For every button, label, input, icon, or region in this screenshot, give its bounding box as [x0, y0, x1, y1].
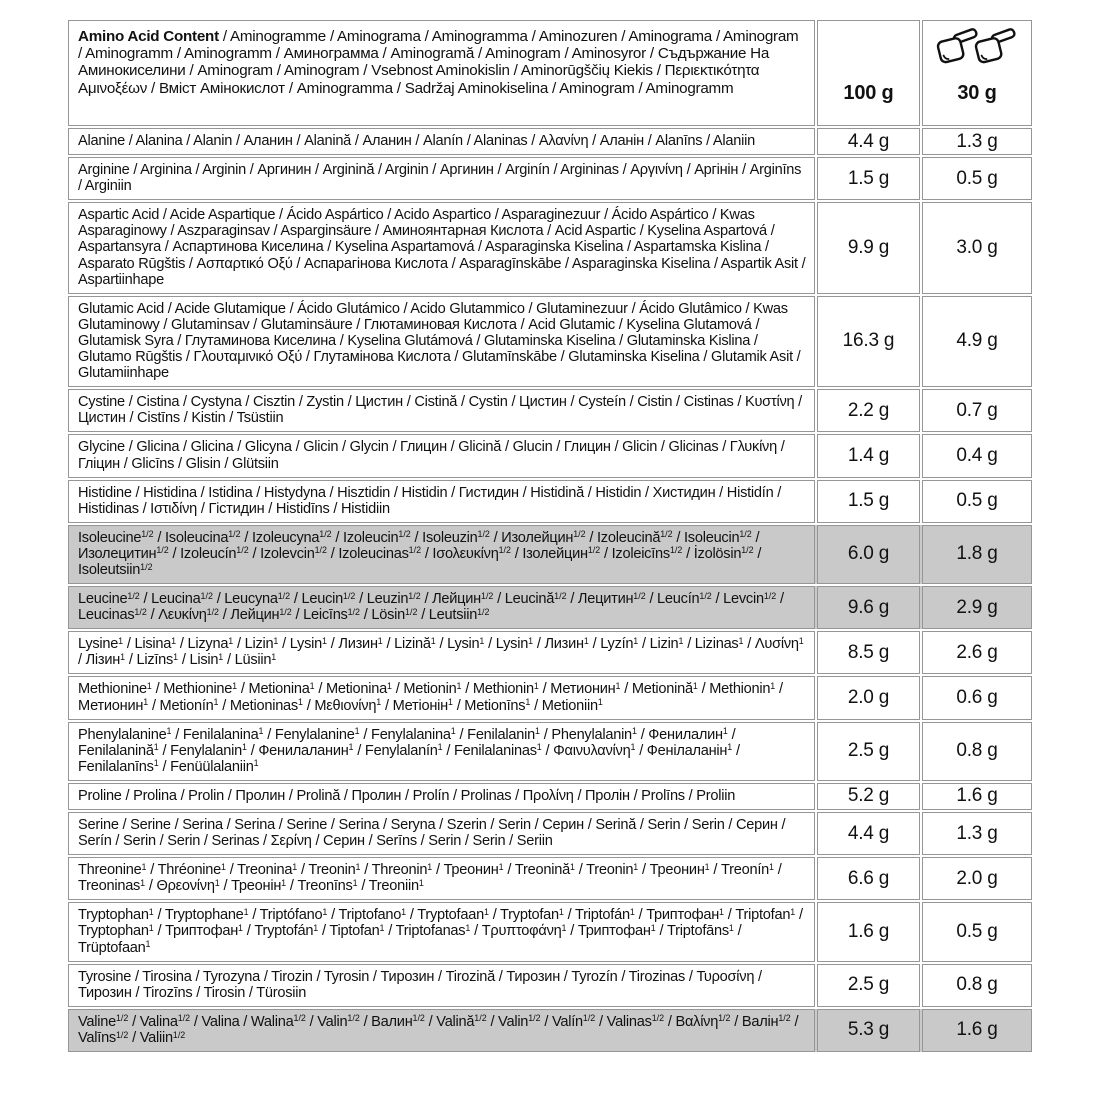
table-row [68, 722, 1032, 781]
value-per-30g: 0.5 g [922, 157, 1032, 200]
amino-acid-names: Isoleucine$^{1/2}$ / Isoleucina$^{1/2}$ / Izoleucyna$^{1/2}$ / Izoleucin$^{1/2}$ / Isoleuzin$^{1/2}$ / Изолейцин$^{1/2}$ / Izoleucină$^{1/2}$ / Isoleucin$^{1/2}$ / Изолецитин$^{1/2}$ / Izoleucín$^{1/2}$ / Izolevcin$^{1/2}$ / Izoleucinas$^{1/2}$ / Ισολευκίνη$^{1/2}$ / Ізолейцин$^{1/2}$ / Izoleicīns$^{1/2}$ / İzolösin$^{1/2}$ / Isoleutsiin$^{1/2}$ [68, 525, 815, 584]
table-row [68, 1009, 1032, 1052]
amino-acid-table [68, 20, 1032, 1052]
value-per-100g: 2.5 g [817, 722, 920, 781]
table-row [68, 857, 1032, 900]
value-per-100g: 2.5 g [817, 964, 920, 1007]
table-title [68, 20, 815, 126]
value-per-100g: 4.4 g [817, 128, 920, 155]
amino-acid-names: Lysine$^1$ / Lisina$^1$ / Lizyna$^1$ / Lizin$^1$ / Lysin$^1$ / Лизин$^1$ / Lizină$^1$ / Lysin$^1$ / Lysin$^1$ / Лизин$^1$ / Lyzín$^1$ / Lizin$^1$ / Lizinas$^1$ / Λυσίνη$^1$ / Лізин$^1$ / Lizīns$^1$ / Lisin$^1$ / Lüsiin$^1$ [68, 631, 815, 674]
value-per-30g: 0.8 g [922, 722, 1032, 781]
column-header-100g [817, 20, 920, 126]
amino-acid-names: Cystine / Cistina / Cystyna / Cisztin / Zystin / Цистин / Cistină / Cystin / Цистин / Cysteín / Cistin / Cistinas / Κυστίνη / Цистин / Cistīns / Kistin / Tsüstiin [68, 389, 815, 432]
table-row [68, 157, 1032, 200]
value-per-100g: 5.2 g [817, 783, 920, 810]
value-per-30g: 1.3 g [922, 128, 1032, 155]
amino-acid-names: Tryptophan$^1$ / Tryptophane$^1$ / Triptófano$^1$ / Triptofano$^1$ / Tryptofaan$^1$ / Tryptofan$^1$ / Triptofán$^1$ / Триптофан$^1$ / Triptofan$^1$ / Tryptophan$^1$ / Триптофан$^1$ / Tryptofán$^1$ / Tiptofan$^1$ / Triptofanas$^1$ / Τρυπτοφάνη$^1$ / Триптофан$^1$ / Triptofāns$^1$ / Trüptofaan$^1$ [68, 902, 815, 961]
amino-acid-names: Glutamic Acid / Acide Glutamique / Ácido Glutámico / Acido Glutammico / Glutaminezuur / Ácido Glutâmico / Kwas Glutaminowy / Glutaminsav / Glutaminsäure / Глютаминовая Кислота / Acid Glutamic / Kyselina Glutamová / Glutamisk Syra / Глутаминова Киселина / Kyselina Glutámová / Glutaminska Kiselina / Glutaminska Kislina / Glutamo Rūgštis / Γλουταμινικό Οξύ / Глутамінова Кислота / Glutamīnskābe / Glutaminska Kiselina / Glutamik Asit / Glutamiinhape [68, 296, 815, 387]
table-row [68, 586, 1032, 629]
amino-acid-names: Arginine / Arginina / Arginin / Аргинин / Arginină / Arginin / Аргинин / Arginín / Argininas / Αργινίνη / Аргінін / Arginīns / Arginiin [68, 157, 815, 200]
table-row [68, 812, 1032, 855]
value-per-30g: 0.4 g [922, 434, 1032, 477]
amino-acid-names: Alanine / Alanina / Alanin / Аланин / Alanină / Аланин / Alanín / Alaninas / Αλανίνη / Аланін / Alanīns / Alaniin [68, 128, 815, 155]
value-per-100g: 1.4 g [817, 434, 920, 477]
amino-acid-names: Leucine$^{1/2}$ / Leucina$^{1/2}$ / Leucyna$^{1/2}$ / Leucin$^{1/2}$ / Leuzin$^{1/2}$ / Лейцин$^{1/2}$ / Leucină$^{1/2}$ / Лецитин$^{1/2}$ / Leucín$^{1/2}$ / Levcin$^{1/2}$ / Leucinas$^{1/2}$ / Λευκίνη$^{1/2}$ / Лейцин$^{1/2}$ / Leicīns$^{1/2}$ / Lösin$^{1/2}$ / Leutsiin$^{1/2}$ [68, 586, 815, 629]
value-per-30g: 1.6 g [922, 1009, 1032, 1052]
table-row [68, 676, 1032, 719]
table-row [68, 389, 1032, 432]
column-header-30g [922, 20, 1032, 126]
value-per-30g: 2.6 g [922, 631, 1032, 674]
value-per-30g: 0.7 g [922, 389, 1032, 432]
value-per-30g: 2.9 g [922, 586, 1032, 629]
table-row [68, 480, 1032, 523]
table-row [68, 964, 1032, 1007]
table-row [68, 296, 1032, 387]
value-per-30g: 0.6 g [922, 676, 1032, 719]
table-row [68, 434, 1032, 477]
amino-acid-names: Phenylalanine$^1$ / Fenilalanina$^1$ / Fenylalanine$^1$ / Fenylalanina$^1$ / Fenilalanin$^1$ / Phenylalanin$^1$ / Фенилалин$^1$ / Fenilalanină$^1$ / Fenylalanin$^1$ / Фенилаланин$^1$ / Fenylalanín$^1$ / Fenilalaninas$^1$ / Φαινυλανίνη$^1$ / Фенілаланін$^1$ / Fenilalanīns$^1$ / Fenüülalaniin$^1$ [68, 722, 815, 781]
value-per-100g: 1.5 g [817, 480, 920, 523]
amino-acid-names: Threonine$^1$ / Thréonine$^1$ / Treonina$^1$ / Treonin$^1$ / Threonin$^1$ / Треонин$^1$ / Treonină$^1$ / Treonin$^1$ / Треонин$^1$ / Treonín$^1$ / Treoninas$^1$ / Θρεονίνη$^1$ / Треонін$^1$ / Treonīns$^1$ / Treoniin$^1$ [68, 857, 815, 900]
table-row [68, 128, 1032, 155]
value-per-30g: 2.0 g [922, 857, 1032, 900]
table-row [68, 631, 1032, 674]
amino-acid-names: Valine$^{1/2}$ / Valina$^{1/2}$ / Valina / Walina$^{1/2}$ / Valin$^{1/2}$ / Валин$^{1/2}$ / Valină$^{1/2}$ / Valin$^{1/2}$ / Valín$^{1/2}$ / Valinas$^{1/2}$ / Βαλίνη$^{1/2}$ / Валін$^{1/2}$ / Valīns$^{1/2}$ / Valiin$^{1/2}$ [68, 1009, 815, 1052]
amino-acid-names: Methionine$^1$ / Methionine$^1$ / Metionina$^1$ / Metionina$^1$ / Metionin$^1$ / Methionin$^1$ / Метионин$^1$ / Metionină$^1$ / Methionin$^1$ / Метионин$^1$ / Metionín$^1$ / Metioninas$^1$ / Μεθιονίνη$^1$ / Метіонін$^1$ / Metionīns$^1$ / Metioniin$^1$ [68, 676, 815, 719]
value-per-30g: 0.5 g [922, 902, 1032, 961]
value-per-100g: 6.0 g [817, 525, 920, 584]
value-per-100g: 2.2 g [817, 389, 920, 432]
value-per-100g: 5.3 g [817, 1009, 920, 1052]
value-per-30g: 4.9 g [922, 296, 1032, 387]
scoop-icon [974, 28, 1018, 70]
value-per-30g: 1.3 g [922, 812, 1032, 855]
value-per-100g: 1.6 g [817, 902, 920, 961]
table-row [68, 783, 1032, 810]
column-header-30g-label: 30 g [957, 82, 997, 104]
value-per-30g: 1.6 g [922, 783, 1032, 810]
value-per-100g: 9.6 g [817, 586, 920, 629]
value-per-30g: 0.5 g [922, 480, 1032, 523]
value-per-100g: 6.6 g [817, 857, 920, 900]
table-title-translations: / Aminogramme / Aminograma / Aminogramma / Aminozuren / Aminograma / Aminogram / Aminogramm / Aminogramm / Аминограмма / Aminogramă / Aminogram / Aminosyror / Съдържание На Аминокиселини / Aminogram / Aminogram / Vsebnost Aminokislin / Aminorūgščių Kiekis / Περιεκτικότητα Αμινοξέων / Вміст Амінокислот / Aminogramma / Sadržaj Aminokiselina / Aminogram / Aminogramm [78, 28, 799, 97]
table-header-row [68, 20, 1032, 126]
value-per-100g: 1.5 g [817, 157, 920, 200]
amino-acid-names: Aspartic Acid / Acide Aspartique / Ácido Aspártico / Acido Aspartico / Asparaginezuur / Ácido Aspártico / Kwas Asparaginowy / Aszparaginsav / Asparginsäure / Аминоянтарная Кислота / Acid Aspartic / Kyselina Aspartová / Aspartansyra / Аспартинова Киселина / Kyselina Aspartamová / Asparaginska Kiselina / Aspartamska Kislina / Asparato Rūgštis / Ασπαρτικό Οξύ / Аспарагінова Кислота / Asparagīnskābe / Asparaginska Kiselina / Aspartik Asit / Aspartiinhape [68, 202, 815, 293]
table-title-bold: Amino Acid Content [78, 28, 219, 45]
amino-acid-names: Proline / Prolina / Prolin / Пролин / Prolină / Пролин / Prolín / Prolinas / Προλίνη / Пролін / Prolīns / Proliin [68, 783, 815, 810]
value-per-100g: 16.3 g [817, 296, 920, 387]
amino-acid-names: Glycine / Glicina / Glicina / Glicyna / Glicin / Glycin / Глицин / Glicină / Glucin / Глицин / Glicin / Glicinas / Γλυκίνη / Гліцин / Glicīns / Glisin / Glütsiin [68, 434, 815, 477]
table-row [68, 902, 1032, 961]
value-per-100g: 2.0 g [817, 676, 920, 719]
value-per-100g: 9.9 g [817, 202, 920, 293]
scoop-icons [936, 28, 1018, 70]
value-per-30g: 1.8 g [922, 525, 1032, 584]
value-per-30g: 0.8 g [922, 964, 1032, 1007]
amino-acid-names: Tyrosine / Tirosina / Tyrozyna / Tirozin / Tyrosin / Тирозин / Tirozină / Тирозин / Tyrozín / Tirozinas / Τυροσίνη / Тирозин / Tirozīns / Tirosin / Türosiin [68, 964, 815, 1007]
amino-acid-names: Histidine / Histidina / Istidina / Histydyna / Hisztidin / Histidin / Гистидин / Histidină / Histidin / Хистидин / Histidín / Histidinas / Ιστιδίνη / Гістидин / Histidīns / Histidiin [68, 480, 815, 523]
value-per-30g: 3.0 g [922, 202, 1032, 293]
value-per-100g: 8.5 g [817, 631, 920, 674]
table-row [68, 202, 1032, 293]
column-header-100g-label: 100 g [843, 82, 894, 104]
value-per-100g: 4.4 g [817, 812, 920, 855]
table-row [68, 525, 1032, 584]
amino-acid-names: Serine / Serine / Serina / Serina / Serine / Serina / Seryna / Szerin / Serin / Серин / Serină / Serin / Serin / Серин / Serín / Serin / Serin / Serinas / Σερίνη / Серин / Serīns / Serin / Serin / Seriin [68, 812, 815, 855]
